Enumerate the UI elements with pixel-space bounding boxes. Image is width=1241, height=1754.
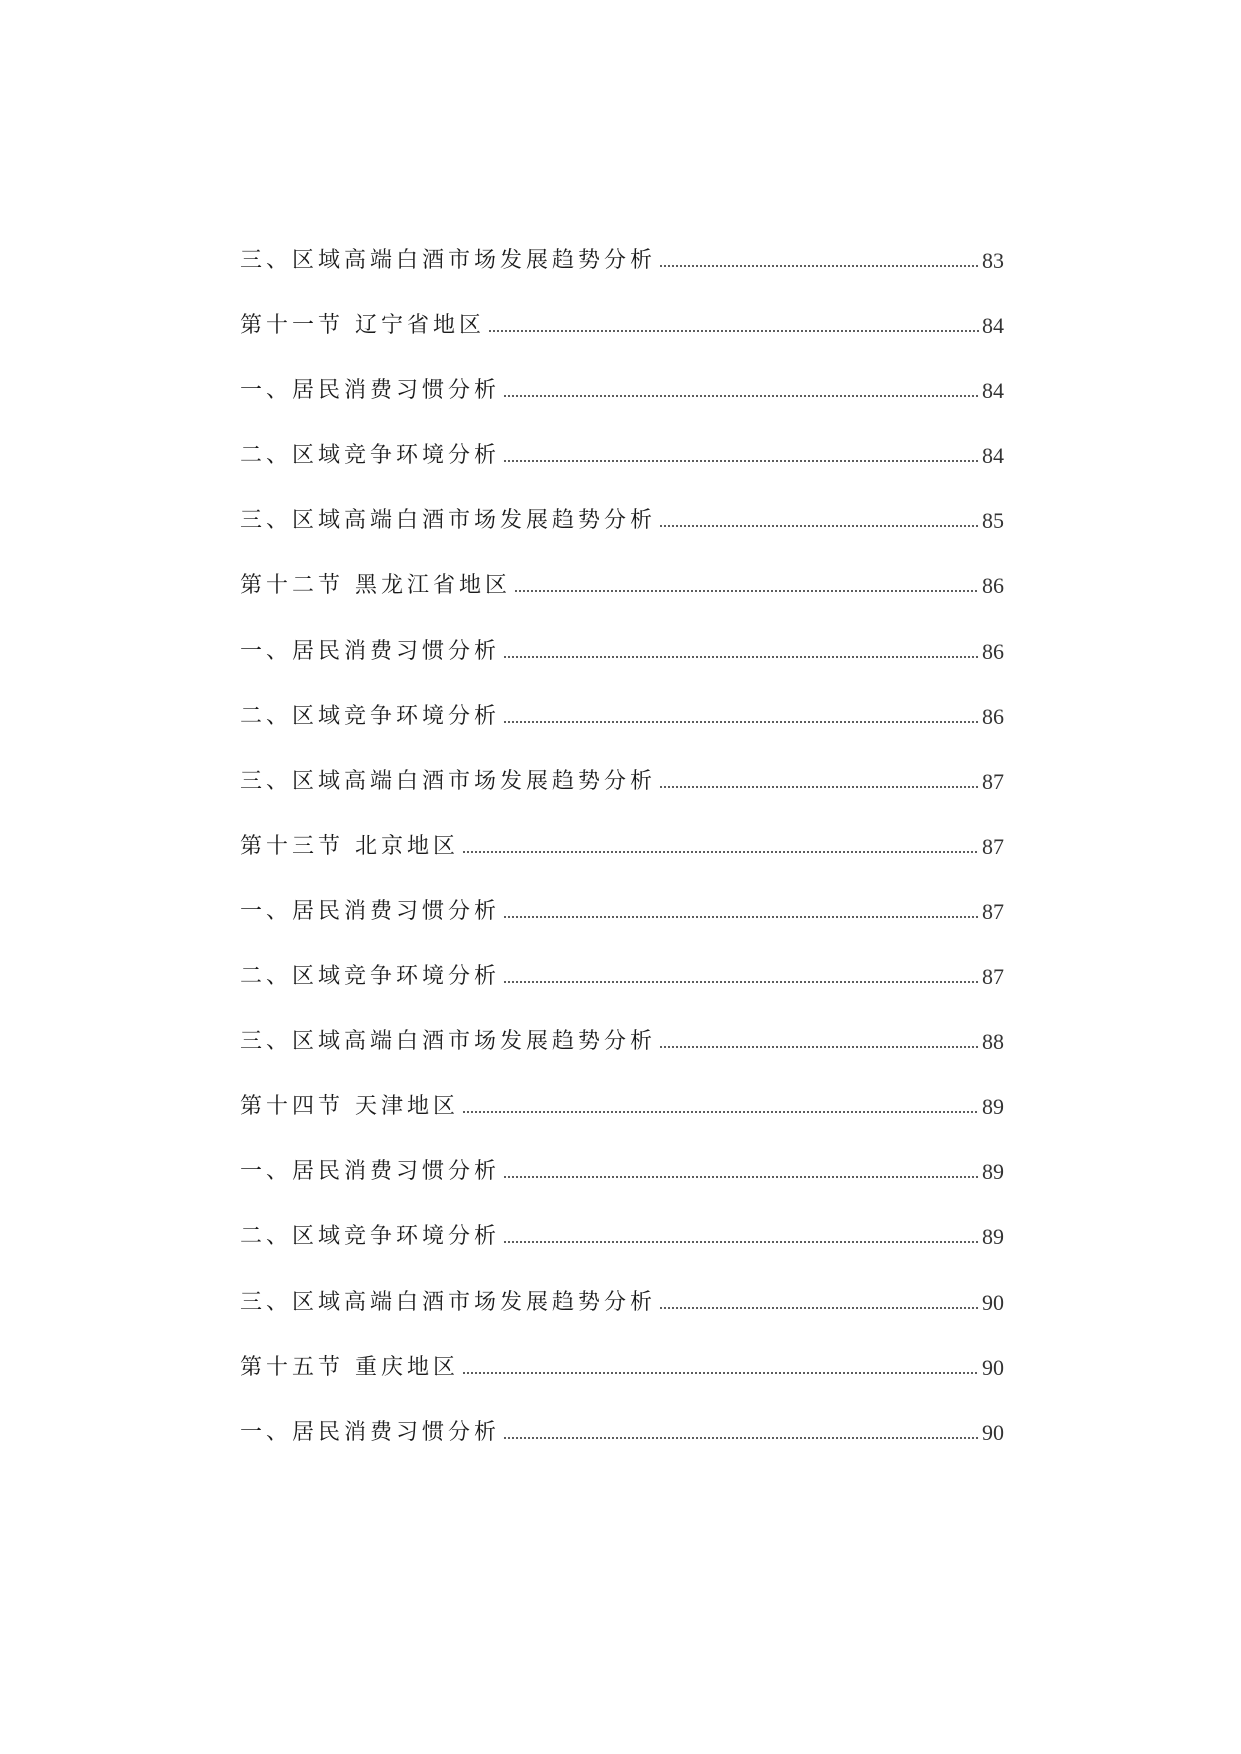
toc-entry-title: 三、区域高端白酒市场发展趋势分析 — [240, 1029, 657, 1055]
toc-entry[interactable] — [240, 732, 1004, 797]
toc-dot-leader — [488, 329, 979, 333]
toc-dot-leader — [462, 1371, 979, 1375]
toc-entry[interactable] — [240, 797, 1004, 862]
toc-entry-title: 三、区域高端白酒市场发展趋势分析 — [240, 768, 657, 794]
toc-dot-leader — [503, 394, 979, 398]
toc-entry-title: 二、区域竞争环境分析 — [240, 703, 501, 729]
toc-entry-page-number: 88 — [982, 1029, 1004, 1055]
toc-entry[interactable] — [240, 246, 1004, 276]
toc-entry[interactable] — [240, 992, 1004, 1057]
toc-entry-page-number: 87 — [982, 898, 1004, 924]
toc-entry[interactable] — [240, 601, 1004, 666]
toc-dot-leader — [503, 1436, 979, 1440]
toc-entry-page-number: 89 — [982, 1224, 1004, 1250]
toc-entry-page-number: 84 — [982, 313, 1004, 339]
toc-entry-title: 三、区域高端白酒市场发展趋势分析 — [240, 508, 657, 534]
toc-entry-page-number: 87 — [982, 964, 1004, 990]
toc-dot-leader — [503, 720, 979, 724]
toc-dot-leader — [503, 980, 979, 984]
toc-entry-title: 三、区域高端白酒市场发展趋势分析 — [240, 1289, 657, 1315]
toc-entry[interactable] — [240, 1187, 1004, 1252]
toc-entry[interactable] — [240, 536, 1004, 601]
toc-dot-leader — [503, 655, 979, 659]
toc-entry-title: 一、居民消费习惯分析 — [240, 638, 501, 664]
toc-entry-page-number: 86 — [982, 573, 1004, 599]
toc-dot-leader — [514, 589, 979, 593]
toc-entry-title: 二、区域竞争环境分析 — [240, 443, 501, 469]
toc-entry[interactable] — [240, 471, 1004, 536]
toc-dot-leader — [659, 785, 979, 789]
toc-entry-title: 一、居民消费习惯分析 — [240, 378, 501, 404]
toc-dot-leader — [462, 1110, 979, 1114]
toc-entry[interactable] — [240, 276, 1004, 341]
toc-entry[interactable] — [240, 1383, 1004, 1448]
toc-entry-page-number: 87 — [982, 768, 1004, 794]
toc-dot-leader — [462, 850, 979, 854]
toc-entry-title: 三、区域高端白酒市场发展趋势分析 — [240, 248, 657, 273]
toc-dot-leader — [503, 459, 979, 463]
toc-entry-title: 二、区域竞争环境分析 — [240, 1224, 501, 1250]
toc-entry[interactable] — [240, 1252, 1004, 1317]
toc-entry-page-number: 84 — [982, 443, 1004, 469]
toc-entry-title: 一、居民消费习惯分析 — [240, 1159, 501, 1185]
toc-entry-page-number: 85 — [982, 508, 1004, 534]
toc-entry-page-number: 90 — [982, 1419, 1004, 1445]
toc-entry[interactable] — [240, 1057, 1004, 1122]
toc-entry[interactable] — [240, 406, 1004, 471]
toc-dot-leader — [659, 524, 979, 528]
toc-entry-page-number: 90 — [982, 1354, 1004, 1380]
toc-entry-title: 第十一节 辽宁省地区 — [240, 313, 485, 339]
toc-entry-title: 第十三节 北京地区 — [240, 833, 459, 859]
toc-entry-page-number: 89 — [982, 1159, 1004, 1185]
toc-entry[interactable] — [240, 862, 1004, 927]
toc-entry-title: 第十二节 黑龙江省地区 — [240, 573, 511, 599]
toc-dot-leader — [503, 1175, 979, 1179]
toc-entry-page-number: 83 — [982, 248, 1004, 273]
toc-entry-page-number: 90 — [982, 1289, 1004, 1315]
toc-entry-title: 第十四节 天津地区 — [240, 1094, 459, 1120]
toc-entry-page-number: 86 — [982, 703, 1004, 729]
toc-entry-title: 一、居民消费习惯分析 — [240, 1419, 501, 1445]
toc-dot-leader — [503, 1240, 979, 1244]
toc-entry-page-number: 89 — [982, 1094, 1004, 1120]
toc-dot-leader — [659, 1306, 979, 1310]
toc-entry[interactable] — [240, 927, 1004, 992]
toc-entry[interactable] — [240, 341, 1004, 406]
toc-dot-leader — [659, 1045, 979, 1049]
toc-entry-title: 一、居民消费习惯分析 — [240, 898, 501, 924]
toc-entry-title: 二、区域竞争环境分析 — [240, 964, 501, 990]
table-of-contents — [240, 246, 1004, 1448]
toc-entry[interactable] — [240, 667, 1004, 732]
toc-entry-title: 第十五节 重庆地区 — [240, 1354, 459, 1380]
toc-entry-page-number: 86 — [982, 638, 1004, 664]
toc-dot-leader — [659, 264, 979, 268]
toc-entry[interactable] — [240, 1122, 1004, 1187]
toc-entry-page-number: 87 — [982, 833, 1004, 859]
toc-entry-page-number: 84 — [982, 378, 1004, 404]
toc-entry[interactable] — [240, 1318, 1004, 1383]
toc-dot-leader — [503, 915, 979, 919]
